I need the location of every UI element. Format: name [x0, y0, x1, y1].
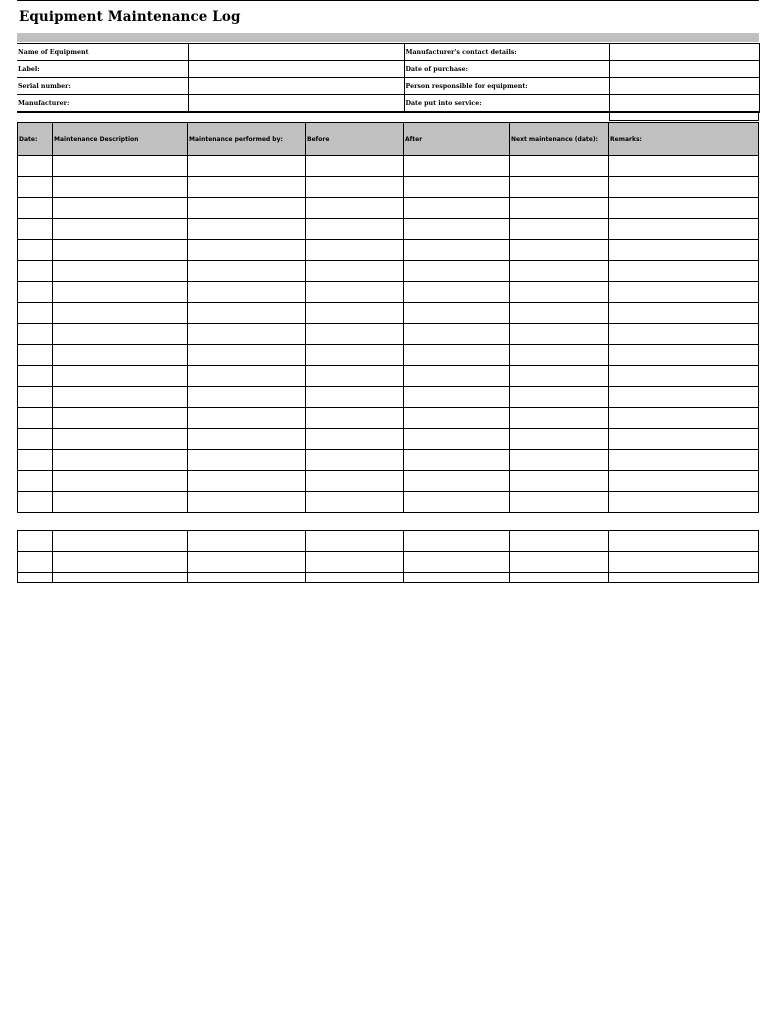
- log-cell[interactable]: [306, 240, 404, 261]
- log-cell[interactable]: [18, 303, 53, 324]
- log-cell[interactable]: [188, 408, 306, 429]
- log-cell[interactable]: [510, 261, 609, 282]
- log-row: [18, 429, 759, 450]
- log-cell[interactable]: [609, 282, 759, 303]
- info-value-cell[interactable]: [188, 78, 404, 95]
- log-cell[interactable]: [510, 282, 609, 303]
- log-row: [18, 552, 759, 573]
- log-cell[interactable]: [510, 552, 609, 573]
- log-cell[interactable]: [510, 156, 609, 177]
- log-cell[interactable]: [510, 240, 609, 261]
- log-cell[interactable]: [510, 408, 609, 429]
- log-cell[interactable]: [306, 324, 404, 345]
- info-value-cell[interactable]: [188, 44, 404, 61]
- log-cell[interactable]: [609, 219, 759, 240]
- log-cell[interactable]: [306, 408, 404, 429]
- info-value-cell[interactable]: [609, 61, 759, 78]
- column-header-before: Before: [306, 123, 404, 156]
- info-value-cell[interactable]: [188, 61, 404, 78]
- log-cell[interactable]: [404, 492, 510, 513]
- info-label: Manufacturer:: [17, 95, 188, 113]
- log-cell[interactable]: [404, 429, 510, 450]
- info-row: [17, 61, 759, 78]
- log-cell[interactable]: [404, 573, 510, 583]
- log-row: [18, 219, 759, 240]
- log-cell[interactable]: [609, 573, 759, 583]
- column-header-after: After: [404, 123, 510, 156]
- log-cell[interactable]: [53, 387, 188, 408]
- log-cell[interactable]: [188, 429, 306, 450]
- log-cell[interactable]: [53, 552, 188, 573]
- info-label: Date of purchase:: [404, 61, 609, 78]
- log-cell[interactable]: [188, 156, 306, 177]
- log-cell[interactable]: [404, 303, 510, 324]
- log-cell[interactable]: [306, 450, 404, 471]
- log-cell[interactable]: [188, 345, 306, 366]
- log-cell[interactable]: [18, 156, 53, 177]
- log-cell[interactable]: [18, 219, 53, 240]
- log-cell[interactable]: [306, 429, 404, 450]
- log-cell[interactable]: [18, 240, 53, 261]
- log-cell[interactable]: [188, 492, 306, 513]
- log-cell[interactable]: [188, 219, 306, 240]
- log-cell[interactable]: [188, 552, 306, 573]
- log-cell[interactable]: [53, 531, 188, 552]
- log-cell[interactable]: [18, 177, 53, 198]
- info-label: Serial number:: [17, 78, 188, 95]
- log-cell[interactable]: [18, 492, 53, 513]
- log-cell[interactable]: [306, 345, 404, 366]
- log-cell[interactable]: [609, 450, 759, 471]
- log-cell[interactable]: [404, 531, 510, 552]
- log-cell[interactable]: [53, 471, 188, 492]
- log-cell[interactable]: [306, 573, 404, 583]
- log-cell[interactable]: [53, 492, 188, 513]
- log-cell[interactable]: [188, 177, 306, 198]
- log-row: [18, 366, 759, 387]
- log-cell[interactable]: [18, 471, 53, 492]
- log-row: [18, 198, 759, 219]
- column-header-date: Date:: [18, 123, 53, 156]
- column-header-next-maintenance: Next maintenance (date):: [510, 123, 609, 156]
- log-cell[interactable]: [53, 366, 188, 387]
- log-cell[interactable]: [18, 324, 53, 345]
- log-cell[interactable]: [404, 450, 510, 471]
- info-row: [17, 95, 759, 113]
- log-cell[interactable]: [510, 387, 609, 408]
- log-cell[interactable]: [188, 387, 306, 408]
- column-header-description: Maintenance Description: [53, 123, 188, 156]
- info-row: [17, 78, 759, 95]
- log-cell[interactable]: [18, 450, 53, 471]
- info-extra-cell[interactable]: [609, 112, 759, 121]
- log-cell[interactable]: [53, 240, 188, 261]
- log-cell[interactable]: [306, 492, 404, 513]
- log-cell[interactable]: [18, 552, 53, 573]
- log-cell[interactable]: [609, 324, 759, 345]
- log-cell[interactable]: [53, 573, 188, 583]
- maintenance-log-table: [17, 122, 759, 513]
- log-cell[interactable]: [18, 387, 53, 408]
- maintenance-log-table-continued: [17, 530, 759, 583]
- log-cell[interactable]: [404, 408, 510, 429]
- log-cell[interactable]: [53, 450, 188, 471]
- log-cell[interactable]: [188, 198, 306, 219]
- info-label: Name of Equipment: [17, 44, 188, 61]
- log-cell[interactable]: [53, 324, 188, 345]
- column-header-remarks: Remarks:: [609, 123, 759, 156]
- log-cell[interactable]: [18, 282, 53, 303]
- log-row: [18, 282, 759, 303]
- log-cell[interactable]: [18, 345, 53, 366]
- log-cell[interactable]: [404, 261, 510, 282]
- log-cell[interactable]: [404, 387, 510, 408]
- log-cell[interactable]: [510, 303, 609, 324]
- log-row: [18, 324, 759, 345]
- log-row-partial: [18, 573, 759, 583]
- log-cell[interactable]: [609, 177, 759, 198]
- log-cell[interactable]: [306, 471, 404, 492]
- log-cell[interactable]: [404, 471, 510, 492]
- log-cell[interactable]: [609, 408, 759, 429]
- log-cell[interactable]: [306, 219, 404, 240]
- log-cell[interactable]: [609, 429, 759, 450]
- log-cell[interactable]: [188, 573, 306, 583]
- log-cell[interactable]: [306, 177, 404, 198]
- log-row: [18, 345, 759, 366]
- info-value-cell[interactable]: [609, 78, 759, 95]
- log-cell[interactable]: [609, 387, 759, 408]
- log-cell[interactable]: [53, 345, 188, 366]
- log-cell[interactable]: [510, 471, 609, 492]
- log-row: [18, 492, 759, 513]
- log-cell[interactable]: [609, 261, 759, 282]
- log-cell[interactable]: [404, 156, 510, 177]
- log-cell[interactable]: [609, 303, 759, 324]
- log-row: [18, 177, 759, 198]
- log-cell[interactable]: [18, 429, 53, 450]
- log-cell[interactable]: [609, 531, 759, 552]
- log-cell[interactable]: [306, 552, 404, 573]
- log-cell[interactable]: [404, 177, 510, 198]
- log-cell[interactable]: [306, 282, 404, 303]
- log-row: [18, 408, 759, 429]
- log-row: [18, 240, 759, 261]
- log-cell[interactable]: [188, 303, 306, 324]
- log-cell[interactable]: [188, 366, 306, 387]
- log-cell[interactable]: [404, 198, 510, 219]
- log-cell[interactable]: [510, 324, 609, 345]
- info-label: Label:: [17, 61, 188, 78]
- info-value-cell[interactable]: [609, 44, 759, 61]
- log-cell[interactable]: [53, 156, 188, 177]
- log-cell[interactable]: [18, 531, 53, 552]
- log-cell[interactable]: [306, 198, 404, 219]
- info-label: Date put into service:: [404, 95, 609, 113]
- header-band: [17, 33, 759, 42]
- log-cell[interactable]: [306, 531, 404, 552]
- log-cell[interactable]: [510, 429, 609, 450]
- info-row: [17, 44, 759, 61]
- log-cell[interactable]: [188, 261, 306, 282]
- log-row: [18, 531, 759, 552]
- log-cell[interactable]: [306, 156, 404, 177]
- log-cell[interactable]: [18, 198, 53, 219]
- log-cell[interactable]: [306, 387, 404, 408]
- log-cell[interactable]: [18, 366, 53, 387]
- log-cell[interactable]: [510, 219, 609, 240]
- log-cell[interactable]: [609, 471, 759, 492]
- log-cell[interactable]: [510, 366, 609, 387]
- log-cell[interactable]: [188, 240, 306, 261]
- log-cell[interactable]: [306, 303, 404, 324]
- log-row: [18, 387, 759, 408]
- log-cell[interactable]: [510, 198, 609, 219]
- log-row: [18, 156, 759, 177]
- log-cell[interactable]: [510, 573, 609, 583]
- info-value-cell[interactable]: [609, 95, 759, 113]
- log-cell[interactable]: [510, 177, 609, 198]
- log-row: [18, 450, 759, 471]
- log-cell[interactable]: [53, 303, 188, 324]
- top-rule: [17, 0, 759, 1]
- log-cell[interactable]: [510, 345, 609, 366]
- log-cell[interactable]: [404, 282, 510, 303]
- log-cell[interactable]: [404, 366, 510, 387]
- log-row: [18, 471, 759, 492]
- log-cell[interactable]: [188, 471, 306, 492]
- log-cell[interactable]: [53, 261, 188, 282]
- log-cell[interactable]: [510, 531, 609, 552]
- log-cell[interactable]: [18, 408, 53, 429]
- log-cell[interactable]: [53, 429, 188, 450]
- log-header-row: [18, 123, 759, 156]
- log-cell[interactable]: [53, 408, 188, 429]
- log-cell[interactable]: [306, 366, 404, 387]
- log-cell[interactable]: [609, 156, 759, 177]
- log-row: [18, 261, 759, 282]
- log-cell[interactable]: [188, 450, 306, 471]
- log-cell[interactable]: [510, 492, 609, 513]
- log-cell[interactable]: [609, 345, 759, 366]
- log-cell[interactable]: [404, 552, 510, 573]
- log-cell[interactable]: [404, 240, 510, 261]
- log-cell[interactable]: [53, 177, 188, 198]
- log-cell[interactable]: [188, 324, 306, 345]
- log-cell[interactable]: [609, 240, 759, 261]
- page-title: Equipment Maintenance Log: [19, 9, 241, 25]
- info-label: Person responsible for equipment:: [404, 78, 609, 95]
- log-cell[interactable]: [188, 282, 306, 303]
- info-value-cell[interactable]: [188, 95, 404, 113]
- log-cell[interactable]: [404, 219, 510, 240]
- log-row: [18, 303, 759, 324]
- log-cell[interactable]: [609, 366, 759, 387]
- log-cell[interactable]: [53, 198, 188, 219]
- log-cell[interactable]: [53, 282, 188, 303]
- log-cell[interactable]: [53, 219, 188, 240]
- log-cell[interactable]: [510, 450, 609, 471]
- log-cell[interactable]: [404, 324, 510, 345]
- log-cell[interactable]: [18, 573, 53, 583]
- equipment-info-table: [17, 43, 760, 113]
- log-cell[interactable]: [306, 261, 404, 282]
- log-cell[interactable]: [404, 345, 510, 366]
- column-header-performed-by: Maintenance performed by:: [188, 123, 306, 156]
- log-cell[interactable]: [609, 492, 759, 513]
- log-cell[interactable]: [188, 531, 306, 552]
- log-cell[interactable]: [609, 552, 759, 573]
- log-cell[interactable]: [18, 261, 53, 282]
- log-cell[interactable]: [609, 198, 759, 219]
- info-label: Manufacturer's contact details:: [404, 44, 609, 61]
